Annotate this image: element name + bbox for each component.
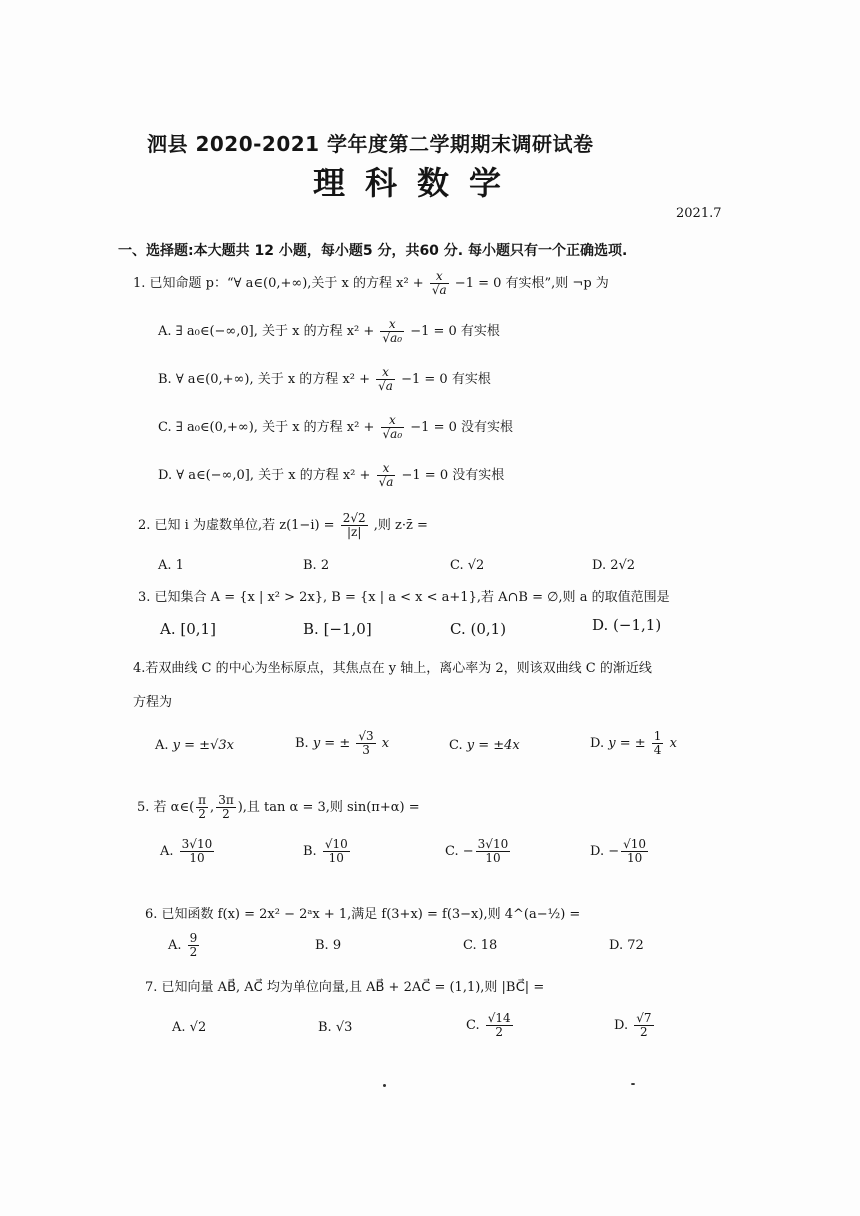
question-5: 5. 若 α∈( $\frac{\pi}{2}$ , $\frac{3\pi}{2}$ ),且 tan α = 3,则 sin(π+α) = <box>137 793 420 821</box>
option-2b[interactable]: B. 2 <box>303 558 330 573</box>
option-7c[interactable]: C. $\frac{√14}{2}$ <box>466 1011 511 1039</box>
option-1a[interactable]: A. ∃ a₀∈(−∞,0], 关于 x 的方程 x² + $\frac{x}{\text{√a₀}}$ −1 = 0 有实根 <box>158 317 500 345</box>
question-4: 4.若双曲线 C 的中心为坐标原点，其焦点在 y 轴上，离心率为 2，则该双曲线 C 的渐近线 <box>133 661 652 676</box>
option-5b[interactable]: B. $\frac{√10}{10}$ <box>303 837 348 865</box>
question-stem-end: −1 = 0 有实根”,则 ¬p 为 <box>454 276 609 291</box>
option-7d[interactable]: D. $\frac{√7}{2}$ <box>614 1011 652 1039</box>
exam-subject: 理科数学 <box>313 164 522 202</box>
option-1c[interactable]: C. ∃ a₀∈(0,+∞), 关于 x 的方程 x² + $\frac{x}{\text{√a₀}}$ −1 = 0 没有实根 <box>158 413 514 441</box>
option-3c[interactable]: C. (0,1) <box>450 620 507 638</box>
option-7b[interactable]: B. √3 <box>318 1020 353 1035</box>
scan-speck <box>383 1084 386 1087</box>
option-4d[interactable]: D. y = ± $\frac{1}{4}$ x <box>590 729 677 757</box>
question-6: 6. 已知函数 f(x) = 2x² − 2ᵃx + 1,满足 f(3+x) = f(3−x),则 4^(a−½) = <box>145 907 581 922</box>
option-3a[interactable]: A. [0,1] <box>160 620 216 638</box>
option-1d[interactable]: D. ∀ a∈(−∞,0], 关于 x 的方程 x² + $\frac{x}{√a}$ −1 = 0 没有实根 <box>158 461 505 489</box>
exam-date: 2021.7 <box>676 206 722 221</box>
section-heading: 一、选择题:本大题共 12 小题，每小题5 分，共60 分. 每小题只有一个正确选项. <box>118 243 628 259</box>
fraction: $\frac{2√2}{|z|}$ <box>342 511 366 539</box>
option-4c[interactable]: C. y = ±4x <box>449 738 520 753</box>
option-6a[interactable]: A. $\frac{9}{2}$ <box>168 931 198 959</box>
bleed-through-text <box>575 120 825 900</box>
option-5d[interactable]: D. − $\frac{√10}{10}$ <box>590 837 647 865</box>
question-7: 7. 已知向量 AB⃗, AC⃗ 均为单位向量,且 AB⃗ + 2AC⃗ = (1,1),则 |BC⃗| = <box>145 980 545 995</box>
fraction: $\frac{x}{√a}$ <box>431 269 447 297</box>
option-4b[interactable]: B. y = ± $\frac{√3}{3}$ x <box>295 729 390 757</box>
option-5c[interactable]: C. − $\frac{3√10}{10}$ <box>445 837 509 865</box>
option-2c[interactable]: C. √2 <box>450 558 485 573</box>
option-2a[interactable]: A. 1 <box>158 558 184 573</box>
option-1b[interactable]: B. ∀ a∈(0,+∞), 关于 x 的方程 x² + $\frac{x}{√a}$ −1 = 0 有实根 <box>158 365 491 393</box>
scan-speck <box>631 1083 635 1085</box>
option-5a[interactable]: A. $\frac{3√10}{10}$ <box>160 837 213 865</box>
option-6d[interactable]: D. 72 <box>609 938 644 953</box>
question-stem: 已知命题 p：“∀ a∈(0,+∞),关于 x 的方程 x² + <box>149 276 424 291</box>
option-6c[interactable]: C. 18 <box>463 938 498 953</box>
option-3b[interactable]: B. [−1,0] <box>303 620 372 638</box>
option-4a[interactable]: A. y = ±√3x <box>155 738 234 753</box>
exam-title: 泗县 2020-2021 学年度第二学期期末调研试卷 <box>147 132 594 156</box>
option-2d[interactable]: D. 2√2 <box>592 558 636 573</box>
question-4-line2: 方程为 <box>133 695 173 710</box>
question-2: 2. 已知 i 为虚数单位,若 z(1−i) = $\frac{2√2}{|z|}$ ,则 z·z̄ = <box>138 511 428 539</box>
option-7a[interactable]: A. √2 <box>172 1020 207 1035</box>
question-3: 3. 已知集合 A = {x | x² > 2x}, B = {x | a < x < a+1},若 A∩B = ∅,则 a 的取值范围是 <box>138 590 670 605</box>
option-3d[interactable]: D. (−1,1) <box>592 616 662 634</box>
option-6b[interactable]: B. 9 <box>315 938 342 953</box>
question-number: 1. <box>133 276 146 291</box>
question-1 <box>133 270 609 297</box>
